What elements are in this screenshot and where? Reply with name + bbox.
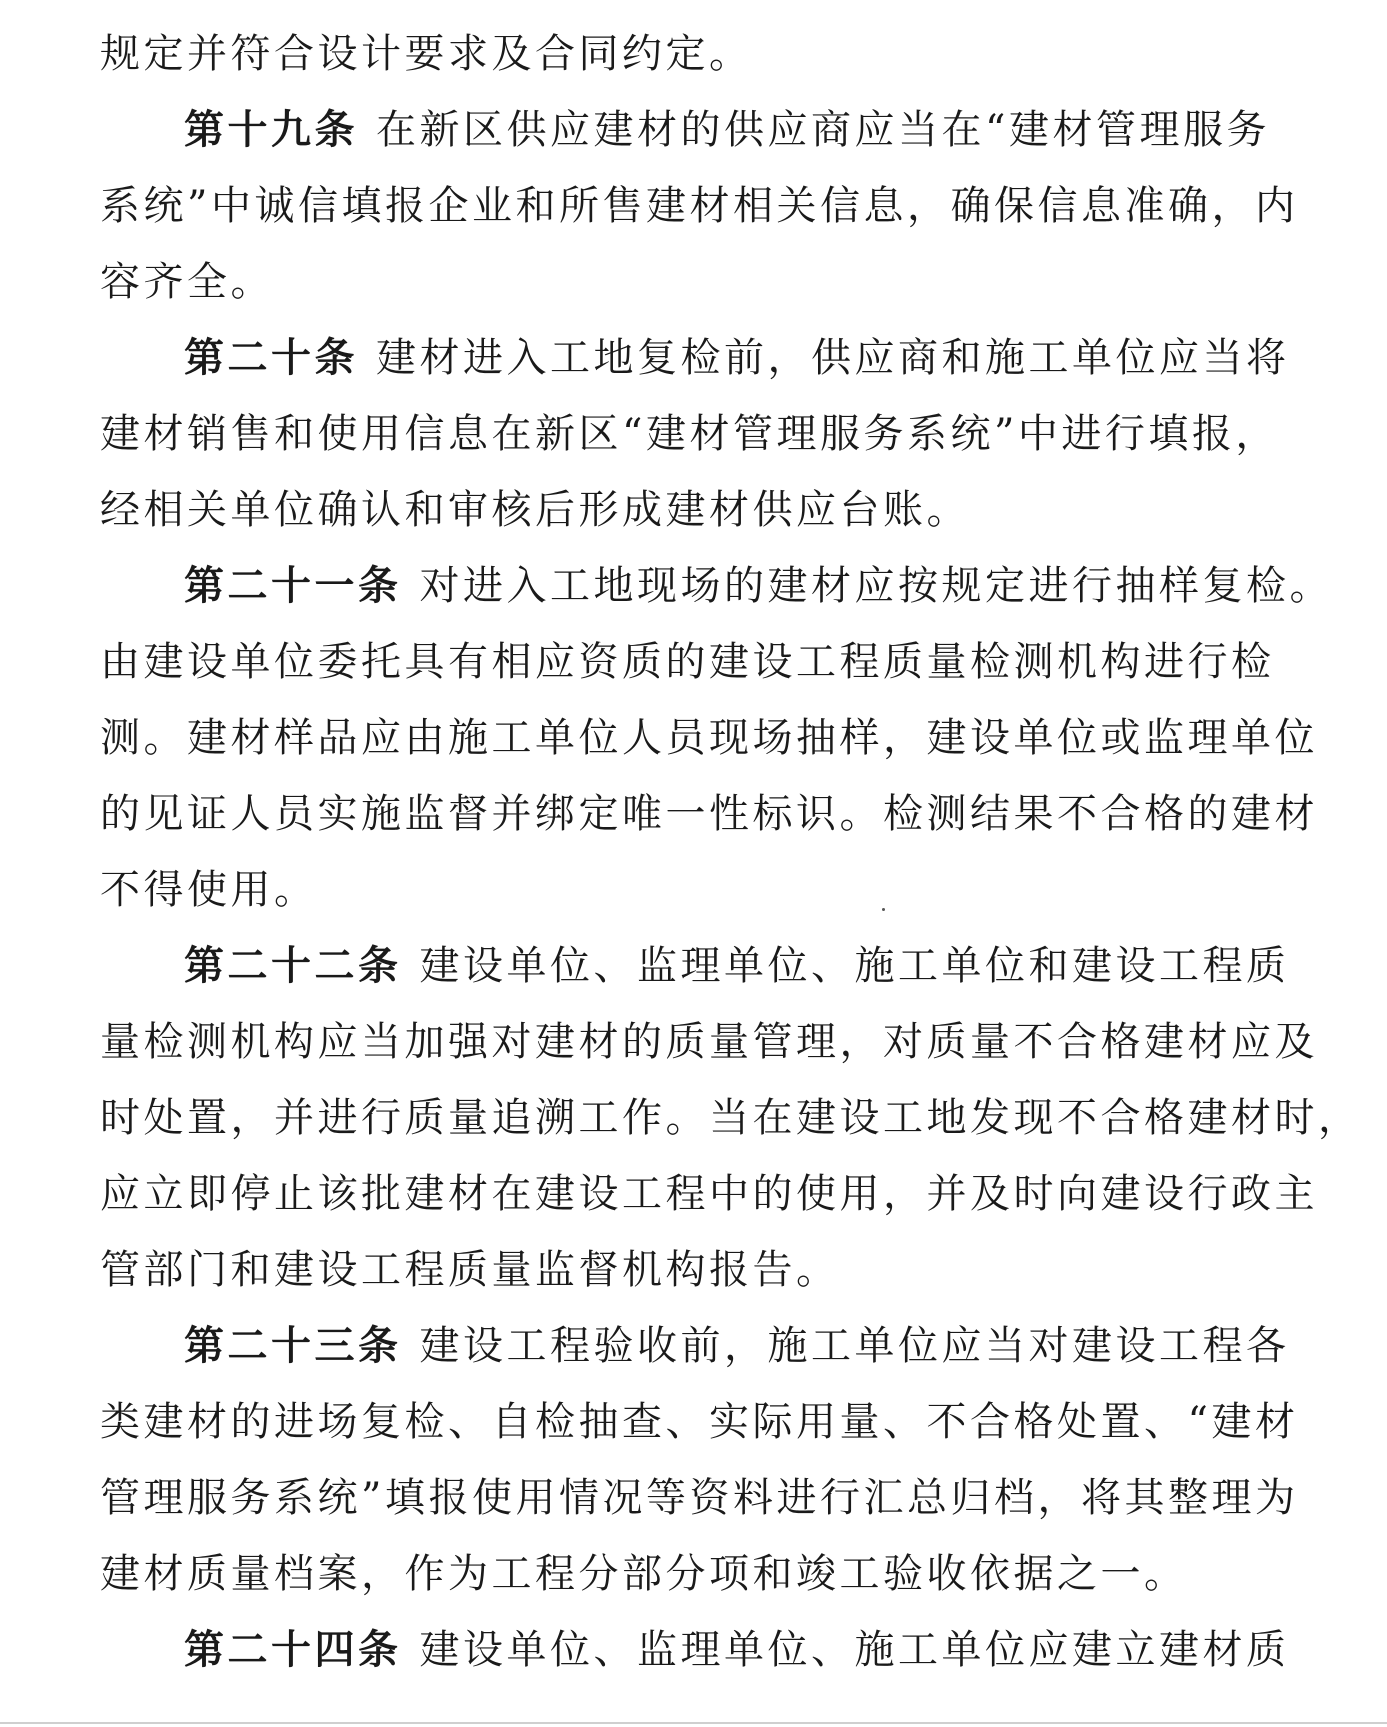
- text-line: [100, 1384, 1299, 1460]
- text-line: [100, 1004, 1318, 1080]
- article-24-line: [100, 1612, 1290, 1688]
- line-text: 经相关单位确认和审核后形成建材供应台账。: [100, 487, 970, 533]
- article-heading: 第二十三条: [184, 1322, 402, 1369]
- line-text: 规定并符合设计要求及合同约定。: [100, 31, 753, 77]
- text-line: [100, 16, 1280, 92]
- line-text: 建设工程验收前，施工单位应当对建设工程各: [419, 1323, 1290, 1369]
- scan-speck: [882, 908, 885, 911]
- text-line: [100, 1156, 1318, 1232]
- line-text: 建材销售和使用信息在新区“建材管理服务系统”中进行填报，: [100, 411, 1279, 457]
- text-line: [100, 700, 1318, 776]
- article-21-line: [100, 548, 1333, 624]
- text-line: [100, 1536, 1280, 1612]
- page-bottom-edge: [0, 1722, 1387, 1724]
- line-text: 建设单位、监理单位、施工单位应建立建材质: [419, 1627, 1290, 1673]
- line-text: 建材进入工地复检前，供应商和施工单位应当将: [376, 335, 1290, 381]
- line-text: 不得使用。: [100, 867, 318, 913]
- line-text: 容齐全。: [100, 259, 274, 305]
- text-line: [100, 396, 1280, 472]
- line-text: 时处置，并进行质量追溯工作。当在建设工地发现不合格建材时，: [100, 1095, 1362, 1141]
- article-20-line: [100, 320, 1290, 396]
- text-line: [100, 1460, 1299, 1536]
- article-heading: 第二十四条: [184, 1626, 402, 1673]
- text-line: [100, 244, 1280, 320]
- line-text: 由建设单位委托具有相应资质的建设工程质量检测机构进行检: [100, 639, 1275, 685]
- line-text: 在新区供应建材的供应商应当在“建材管理服务: [376, 107, 1270, 153]
- line-text: 的见证人员实施监督并绑定唯一性标识。检测结果不合格的建材: [100, 791, 1318, 837]
- text-line: [100, 852, 1280, 928]
- article-heading: 第二十二条: [184, 942, 402, 989]
- text-line: [100, 168, 1299, 244]
- article-23-line: [100, 1308, 1290, 1384]
- line-text: 管理服务系统”填报使用情况等资料进行汇总归档，将其整理为: [100, 1475, 1299, 1521]
- article-22-line: [100, 928, 1290, 1004]
- text-line: [100, 624, 1280, 700]
- article-heading: 第二十条: [184, 334, 358, 381]
- document-body: [100, 16, 1362, 1688]
- line-text: 管部门和建设工程质量监督机构报告。: [100, 1247, 840, 1293]
- article-heading: 第二十一条: [184, 562, 402, 609]
- line-text: 测。建材样品应由施工单位人员现场抽样，建设单位或监理单位: [100, 715, 1318, 761]
- line-text: 量检测机构应当加强对建材的质量管理，对质量不合格建材应及: [100, 1019, 1318, 1065]
- line-text: 建设单位、监理单位、施工单位和建设工程质: [419, 943, 1290, 989]
- article-19-line: [100, 92, 1280, 168]
- line-text: 建材质量档案，作为工程分部分项和竣工验收依据之一。: [100, 1551, 1188, 1597]
- text-line: [100, 472, 1280, 548]
- text-line: [100, 776, 1318, 852]
- article-heading: 第十九条: [184, 106, 358, 153]
- line-text: 类建材的进场复检、自检抽查、实际用量、不合格处置、“建材: [100, 1399, 1299, 1445]
- text-line: [100, 1232, 1280, 1308]
- line-text: 系统”中诚信填报企业和所售建材相关信息，确保信息准确，内: [100, 183, 1299, 229]
- line-text: 对进入工地现场的建材应按规定进行抽样复检。: [419, 563, 1333, 609]
- text-line: [100, 1080, 1362, 1156]
- line-text: 应立即停止该批建材在建设工程中的使用，并及时向建设行政主: [100, 1171, 1318, 1217]
